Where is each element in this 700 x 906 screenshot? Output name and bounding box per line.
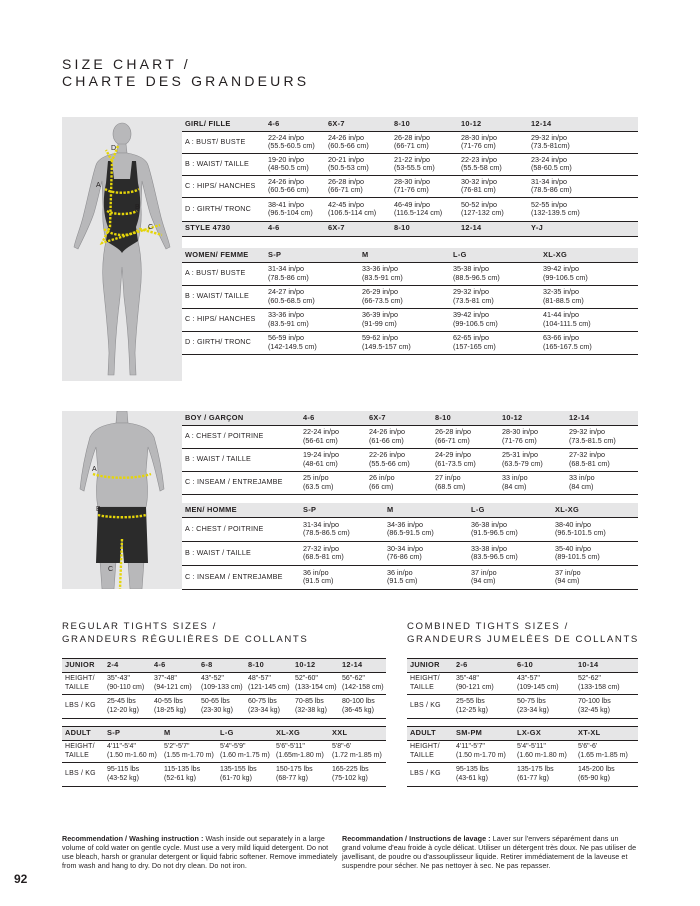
cell: 24-26 in/po (60.5-66 cm) — [265, 175, 325, 197]
cell: 5'4"-5'11" (1.60 m-1.80 m) — [514, 741, 575, 763]
cell: 59-62 in/po (149.5-157 cm) — [359, 331, 450, 354]
row-label: LBS / KG — [62, 763, 104, 787]
label-a: A — [96, 182, 101, 189]
cell: 50-75 lbs (23-34 kg) — [514, 695, 575, 719]
cell: 29-32 in/po (73.5-81.5 cm) — [566, 425, 638, 448]
cell: 80-100 lbs (36-45 kg) — [339, 695, 386, 719]
cell: 26-28 in/po (66-71 cm) — [391, 131, 458, 153]
cell: 42-45 in/po (106.5-114 cm) — [325, 197, 391, 221]
col-header: M — [384, 503, 468, 517]
col-header: XXL — [329, 727, 386, 741]
col-header: L-G — [450, 248, 540, 262]
col-header: L-G — [217, 727, 273, 741]
washing-label-en: Recommendation / Washing instruction : — [62, 834, 204, 843]
title-line-2: CHARTE DES GRANDEURS — [62, 73, 310, 89]
cell: 115-135 lbs (52-61 kg) — [161, 763, 217, 787]
cell: 52"-60" (133-154 cm) — [292, 673, 339, 695]
cell: 37 in/po (94 cm) — [468, 565, 552, 589]
col-header: 10-12 — [458, 117, 528, 131]
cell: 30-34 in/po (76-86 cm) — [384, 541, 468, 565]
col-header: 6-10 — [514, 659, 575, 673]
cell: 27-32 in/po (68.5-81 cm) — [566, 448, 638, 471]
cell: 29-32 in/po (73.5-81cm) — [528, 131, 638, 153]
row-label: C : INSEAM / ENTREJAMBE — [182, 565, 300, 589]
cell: 50-65 lbs (23-30 kg) — [198, 695, 245, 719]
cell: 23-24 in/po (58-60.5 cm) — [528, 153, 638, 175]
cell: 4'11"-5'7" (1.50 m-1.70 m) — [453, 741, 514, 763]
combined-title-line-2: GRANDEURS JUMELÉES DE COLLANTS — [407, 633, 639, 645]
cell: 28-30 in/po (71-76 cm) — [458, 131, 528, 153]
cell: 43"-52" (109-133 cm) — [198, 673, 245, 695]
cell: 34-36 in/po (86.5-91.5 cm) — [384, 517, 468, 541]
row-label: HEIGHT/ TAILLE — [407, 673, 453, 695]
table-row — [182, 517, 638, 541]
row-label: D : GIRTH/ TRONC — [182, 197, 265, 221]
cell: 26-28 in/po (66-71 cm) — [325, 175, 391, 197]
cell: 35"-48" (90-121 cm) — [453, 673, 514, 695]
col-header: 4-6 — [265, 221, 325, 236]
cell: 28-30 in/po (71-76 cm) — [391, 175, 458, 197]
combined-adult-header-row — [407, 727, 638, 741]
table-row — [182, 285, 638, 308]
page-number: 92 — [14, 872, 28, 886]
row-label: A : BUST/ BUSTE — [182, 131, 265, 153]
row-label: A : CHEST / POITRINE — [182, 517, 300, 541]
table-row — [62, 763, 386, 787]
regular-junior-header-row — [62, 659, 386, 673]
row-label: D : GIRTH/ TRONC — [182, 331, 265, 354]
cell: 32-35 in/po (81-88.5 cm) — [540, 285, 638, 308]
combined-junior-table — [407, 658, 638, 719]
cell: 56-59 in/po (142-149.5 cm) — [265, 331, 359, 354]
table-row — [182, 331, 638, 354]
cell: 4'11"-5'4" (1.50 m-1.60 m) — [104, 741, 161, 763]
col-header: 12-14 — [339, 659, 386, 673]
col-header: 4-6 — [151, 659, 198, 673]
table-row — [182, 131, 638, 153]
col-header: 10-12 — [499, 411, 566, 425]
row-label: A : BUST/ BUSTE — [182, 262, 265, 285]
col-header: M — [359, 248, 450, 262]
col-header: 8-10 — [391, 221, 458, 236]
col-header: 2-4 — [104, 659, 151, 673]
cell: 5'4"-5'9" (1.60 m-1.75 m) — [217, 741, 273, 763]
cell: 70-85 lbs (32-38 kg) — [292, 695, 339, 719]
row-label: LBS / KG — [407, 763, 453, 787]
col-header: 4-6 — [300, 411, 366, 425]
cell: 24-27 in/po (60.5-68.5 cm) — [265, 285, 359, 308]
col-header: XL-XG — [273, 727, 329, 741]
women-header: WOMEN/ FEMME — [182, 248, 265, 262]
col-header: 12-14 — [458, 221, 528, 236]
cell: 22-24 in/po (55.5-60.5 cm) — [265, 131, 325, 153]
label-c: C — [148, 224, 154, 231]
cell: 5'2"-5'7" (1.55 m-1.70 m) — [161, 741, 217, 763]
combined-adult-table — [407, 726, 638, 787]
row-label: C : INSEAM / ENTREJAMBE — [182, 471, 300, 494]
adult-header: ADULT — [62, 727, 104, 741]
cell: 52-55 in/po (132-139.5 cm) — [528, 197, 638, 221]
cell: 63-66 in/po (165-167.5 cm) — [540, 331, 638, 354]
cell: 22-26 in/po (55.5-66 cm) — [366, 448, 432, 471]
regular-adult-header-row — [62, 727, 386, 741]
washing-text-en: Wash inside out separately in a large volume of cold water on gentle cycle. Must use a very mild liquid detergent. Do not use bleach, harsh or granular detergent or liquid fabric softener. Remove immediately from wash and hang to dry. Do not dry clean. Do not iron. — [62, 834, 338, 870]
regular-adult-table — [62, 726, 386, 787]
label-c: C — [108, 566, 114, 573]
row-label: A : CHEST / POITRINE — [182, 425, 300, 448]
table-row — [407, 673, 638, 695]
regular-title-line-2: GRANDEURS RÉGULIÈRES DE COLLANTS — [62, 633, 309, 645]
junior-header: JUNIOR — [407, 659, 453, 673]
table-row — [407, 695, 638, 719]
boy-size-table — [182, 411, 638, 495]
row-label: B : WAIST / TAILLE — [182, 448, 300, 471]
table-row — [182, 308, 638, 331]
cell: 25-45 lbs (12-20 kg) — [104, 695, 151, 719]
row-label: HEIGHT/ TAILLE — [407, 741, 453, 763]
col-header: L-G — [468, 503, 552, 517]
cell: 165-225 lbs (75-102 kg) — [329, 763, 386, 787]
cell: 27 in/po (68.5 cm) — [432, 471, 499, 494]
cell: 37 in/po (94 cm) — [552, 565, 638, 589]
cell: 31-34 in/po (78.5-86 cm) — [265, 262, 359, 285]
girl-header-row — [182, 117, 638, 131]
table-row — [182, 153, 638, 175]
cell: 36 in/po (91.5 cm) — [300, 565, 384, 589]
cell: 30-32 in/po (76-81 cm) — [458, 175, 528, 197]
cell: 35"-43" (90-110 cm) — [104, 673, 151, 695]
cell: 19-24 in/po (48-61 cm) — [300, 448, 366, 471]
combined-junior-header-row — [407, 659, 638, 673]
cell: 24-26 in/po (60.5-66 cm) — [325, 131, 391, 153]
table-row — [407, 741, 638, 763]
cell: 20-21 in/po (50.5-53 cm) — [325, 153, 391, 175]
row-label: B : WAIST / TAILLE — [182, 541, 300, 565]
cell: 33-36 in/po (83.5-91 cm) — [265, 308, 359, 331]
style-row — [182, 221, 638, 236]
male-figure-illustration — [62, 411, 182, 589]
regular-junior-table — [62, 658, 386, 719]
label-d: D — [111, 145, 117, 152]
title-line-1: SIZE CHART / — [62, 56, 191, 72]
cell: 26-29 in/po (66-73.5 cm) — [359, 285, 450, 308]
cell: 39-42 in/po (99-106.5 cm) — [450, 308, 540, 331]
cell: 29-32 in/po (73.5-81 cm) — [450, 285, 540, 308]
label-b: B — [96, 506, 101, 513]
cell: 41-44 in/po (104-111.5 cm) — [540, 308, 638, 331]
cell: 60-75 lbs (23-34 kg) — [245, 695, 292, 719]
col-header: LX-GX — [514, 727, 575, 741]
col-header: 6X-7 — [366, 411, 432, 425]
col-header: 6X-7 — [325, 221, 391, 236]
cell: 36-38 in/po (91.5-96.5 cm) — [468, 517, 552, 541]
washing-instruction-en — [62, 834, 338, 870]
label-b: B — [135, 204, 140, 211]
row-label: LBS / KG — [62, 695, 104, 719]
regular-tights-title — [62, 621, 308, 646]
cell: 21-22 in/po (53-55.5 cm) — [391, 153, 458, 175]
combined-tights-title — [407, 621, 639, 646]
male-body-icon — [62, 411, 182, 589]
col-header: S-P — [300, 503, 384, 517]
style-label: STYLE 4730 — [182, 221, 265, 236]
table-row — [182, 425, 638, 448]
cell: 56"-62" (142-158 cm) — [339, 673, 386, 695]
col-header: S-P — [265, 248, 359, 262]
cell: 25-31 in/po (63.5-79 cm) — [499, 448, 566, 471]
col-header: 6X-7 — [325, 117, 391, 131]
washing-text-fr: Laver sur l'envers séparément dans un grand volume d'eau froide à cycle délicat. Utiliser un détergent très doux. Ne pas utiliser de javellisant, de poudre ou d'assouplisseur liquide. Retirer immédiatement de la laveuse et suspendre pour sécher. Ne pas nettoyer à sec. Ne pas repasser. — [342, 834, 637, 870]
cell: 50-52 in/po (127-132 cm) — [458, 197, 528, 221]
cell: 145-200 lbs (65-90 kg) — [575, 763, 638, 787]
cell: 70-100 lbs (32-45 kg) — [575, 695, 638, 719]
adult-header: ADULT — [407, 727, 453, 741]
cell: 22-23 in/po (55.5-58 cm) — [458, 153, 528, 175]
cell: 35-38 in/po (88.5-96.5 cm) — [450, 262, 540, 285]
cell: 37"-48" (94-121 cm) — [151, 673, 198, 695]
cell: 95-115 lbs (43-52 kg) — [104, 763, 161, 787]
cell: 40-55 lbs (18-25 kg) — [151, 695, 198, 719]
col-header: 8-10 — [245, 659, 292, 673]
girl-header: GIRL/ FILLE — [182, 117, 265, 131]
cell: 95-135 lbs (43-61 kg) — [453, 763, 514, 787]
cell: 46-49 in/po (116.5-124 cm) — [391, 197, 458, 221]
cell: 33-38 in/po (83.5-96.5 cm) — [468, 541, 552, 565]
regular-title-line-1: REGULAR TIGHTS SIZES / — [62, 621, 217, 632]
cell: 36-39 in/po (91-99 cm) — [359, 308, 450, 331]
page-title — [62, 56, 309, 90]
row-label: B : WAIST/ TAILLE — [182, 285, 265, 308]
table-row — [62, 673, 386, 695]
col-header: S-P — [104, 727, 161, 741]
cell: 26 in/po (66 cm) — [366, 471, 432, 494]
men-header-row — [182, 503, 638, 517]
cell: 26-28 in/po (66-71 cm) — [432, 425, 499, 448]
col-header: 8-10 — [391, 117, 458, 131]
row-label: C : HIPS/ HANCHES — [182, 175, 265, 197]
col-header: 8-10 — [432, 411, 499, 425]
combined-title-line-1: COMBINED TIGHTS SIZES / — [407, 621, 569, 632]
col-header: M — [161, 727, 217, 741]
col-header: 12-14 — [528, 117, 638, 131]
cell: 25 in/po (63.5 cm) — [300, 471, 366, 494]
cell: 5'6"-5'11" (1.65m-1.80 m) — [273, 741, 329, 763]
table-row — [182, 471, 638, 494]
cell: 5'8"-6' (1.72 m-1.85 m) — [329, 741, 386, 763]
row-label: HEIGHT/ TAILLE — [62, 741, 104, 763]
col-header: 10-12 — [292, 659, 339, 673]
cell: 48"-57" (121-145 cm) — [245, 673, 292, 695]
cell: 5'6"-6' (1.65 m-1.85 m) — [575, 741, 638, 763]
table-row — [182, 262, 638, 285]
cell: 38-40 in/po (96.5-101.5 cm) — [552, 517, 638, 541]
cell: 31-34 in/po (78.5-86 cm) — [528, 175, 638, 197]
girl-women-size-table — [182, 117, 638, 242]
junior-header: JUNIOR — [62, 659, 104, 673]
col-header: 12-14 — [566, 411, 638, 425]
women-header-row — [182, 248, 638, 262]
cell: 27-32 in/po (68.5-81 cm) — [300, 541, 384, 565]
men-header: MEN/ HOMME — [182, 503, 300, 517]
label-a: A — [92, 466, 97, 473]
table-row — [182, 197, 638, 221]
table-row — [182, 175, 638, 197]
table-row — [182, 448, 638, 471]
washing-label-fr: Recommandation / Instructions de lavage : — [342, 834, 491, 843]
table-row — [182, 541, 638, 565]
cell: 62-65 in/po (157-165 cm) — [450, 331, 540, 354]
men-size-table — [182, 503, 638, 590]
col-header: SM-PM — [453, 727, 514, 741]
row-label: LBS / KG — [407, 695, 453, 719]
cell: 33 in/po (84 cm) — [499, 471, 566, 494]
cell: 135-175 lbs (61-77 kg) — [514, 763, 575, 787]
cell: 24-26 in/po (61-66 cm) — [366, 425, 432, 448]
table-row — [62, 741, 386, 763]
cell: 19-20 in/po (48-50.5 cm) — [265, 153, 325, 175]
col-header: 6-8 — [198, 659, 245, 673]
col-header: 10-14 — [575, 659, 638, 673]
cell: 31-34 in/po (78.5-86.5 cm) — [300, 517, 384, 541]
cell: 33 in/po (84 cm) — [566, 471, 638, 494]
cell: 36 in/po (91.5 cm) — [384, 565, 468, 589]
cell: 43"-57" (109-145 cm) — [514, 673, 575, 695]
cell: 25-55 lbs (12-25 kg) — [453, 695, 514, 719]
female-figure-illustration — [62, 117, 182, 381]
cell: 28-30 in/po (71-76 cm) — [499, 425, 566, 448]
boy-header: BOY / GARÇON — [182, 411, 300, 425]
cell: 38-41 in/po (96.5-104 cm) — [265, 197, 325, 221]
boy-header-row — [182, 411, 638, 425]
women-size-table — [182, 248, 638, 355]
cell: 24-29 in/po (61-73.5 cm) — [432, 448, 499, 471]
col-header: Y-J — [528, 221, 638, 236]
row-label: C : HIPS/ HANCHES — [182, 308, 265, 331]
col-header: XL-XG — [552, 503, 638, 517]
cell: 35-40 in/po (89-101.5 cm) — [552, 541, 638, 565]
washing-instruction-fr — [342, 834, 638, 870]
female-body-icon — [62, 117, 182, 381]
cell: 39-42 in/po (99-106.5 cm) — [540, 262, 638, 285]
cell: 135-155 lbs (61-70 kg) — [217, 763, 273, 787]
col-header: 2-6 — [453, 659, 514, 673]
col-header: XL-XG — [540, 248, 638, 262]
table-row — [182, 565, 638, 589]
cell: 52"-62" (133-158 cm) — [575, 673, 638, 695]
row-label: B : WAIST/ TAILLE — [182, 153, 265, 175]
row-label: HEIGHT/ TAILLE — [62, 673, 104, 695]
cell: 150-175 lbs (68-77 kg) — [273, 763, 329, 787]
col-header: 4-6 — [265, 117, 325, 131]
cell: 22-24 in/po (56-61 cm) — [300, 425, 366, 448]
cell: 33-36 in/po (83.5-91 cm) — [359, 262, 450, 285]
table-row — [407, 763, 638, 787]
table-row — [62, 695, 386, 719]
col-header: XT-XL — [575, 727, 638, 741]
